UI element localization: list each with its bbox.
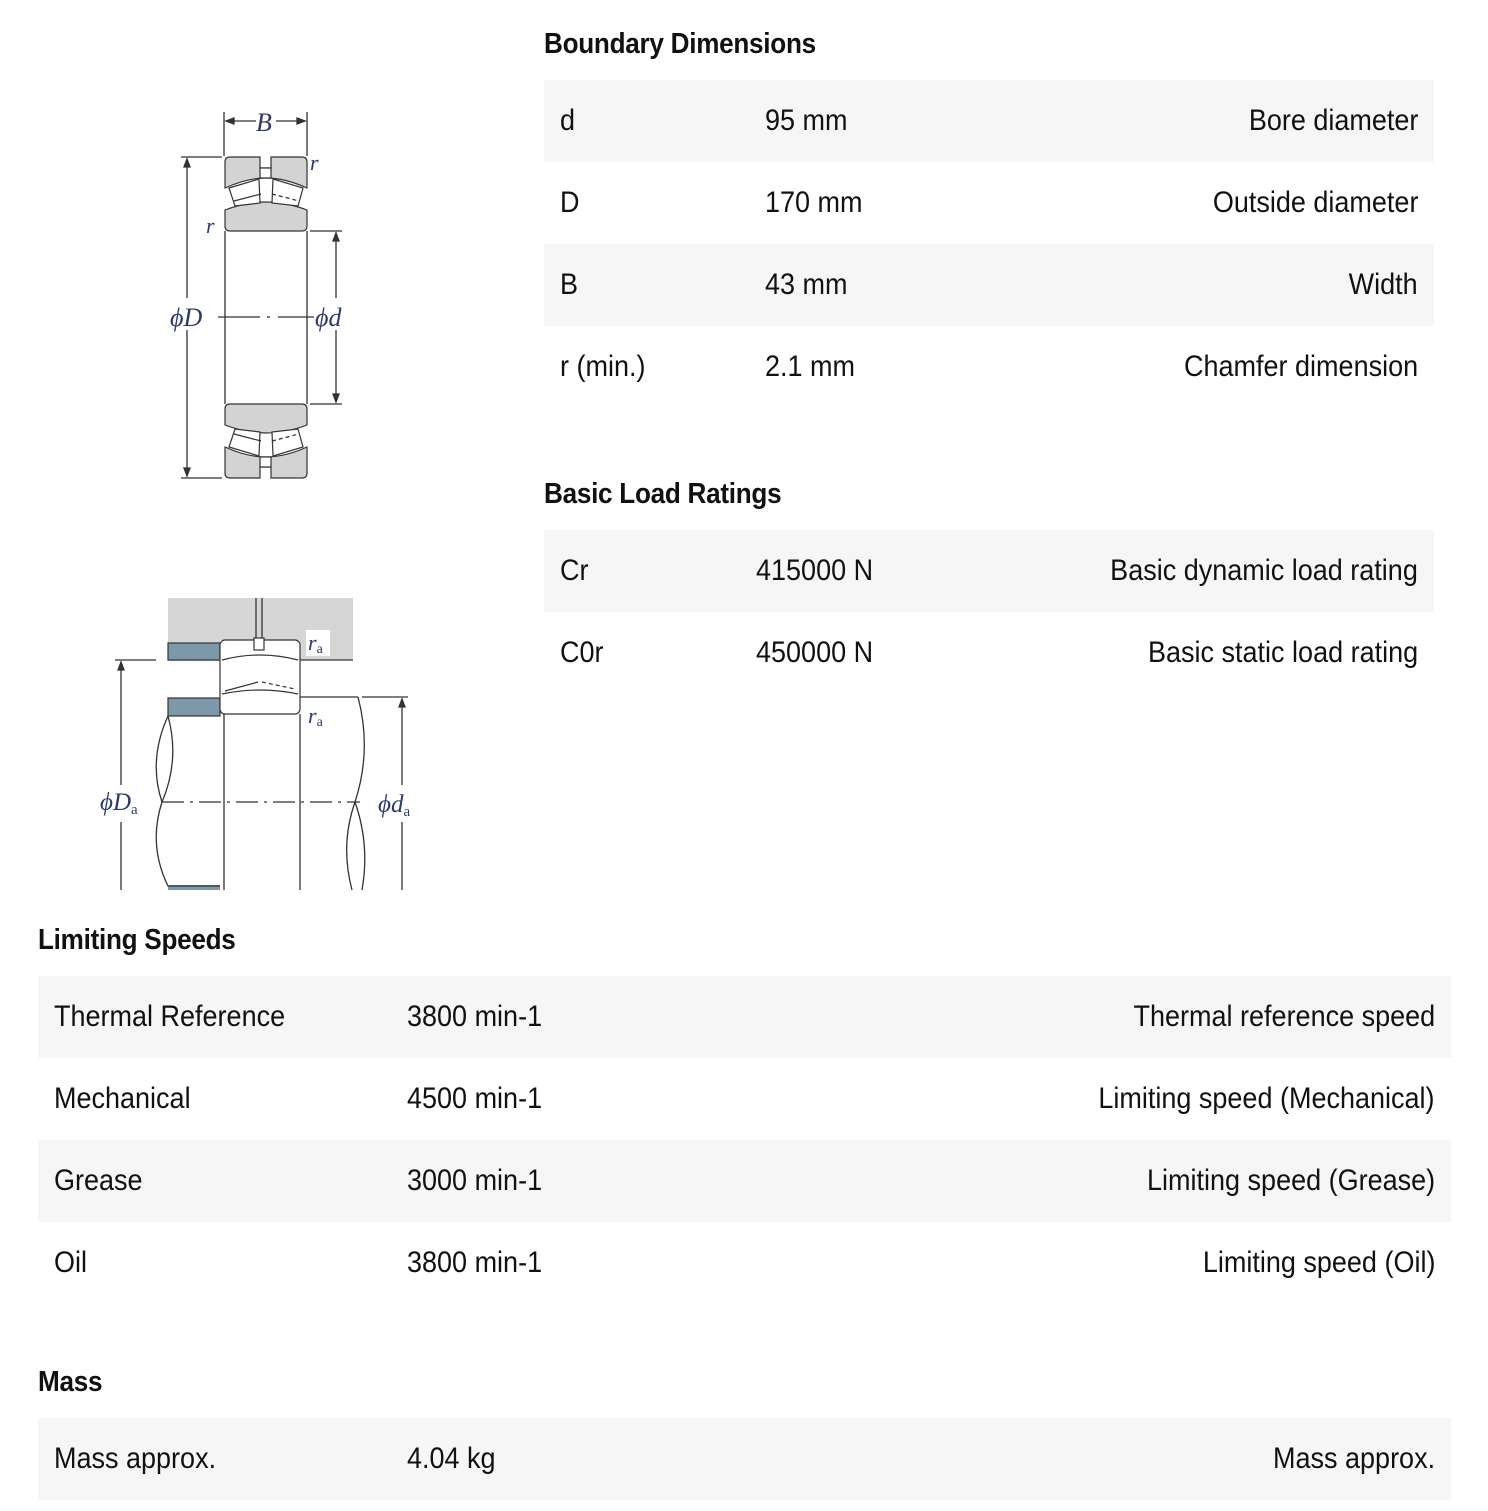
row-symbol: Cr	[560, 554, 589, 587]
table-row	[38, 1140, 1451, 1222]
table-row	[544, 612, 1434, 694]
limiting-speeds-heading: Limiting Speeds	[38, 924, 236, 956]
label-phi-da: ϕda	[378, 791, 411, 820]
table-row	[544, 530, 1434, 612]
row-description: Limiting speed (Oil)	[1202, 1246, 1435, 1279]
label-r-top: r	[310, 150, 319, 175]
row-value: 170 mm	[765, 186, 863, 219]
row-description: Limiting speed (Mechanical)	[1098, 1082, 1435, 1115]
label-ra-top: ra	[308, 630, 323, 657]
label-phi-d: ϕd	[315, 303, 342, 332]
row-description: Chamfer dimension	[1183, 350, 1418, 383]
row-symbol: Grease	[54, 1164, 143, 1197]
label-ra-bottom: ra	[308, 703, 323, 730]
table-row	[544, 326, 1434, 408]
row-symbol: Mechanical	[54, 1082, 191, 1115]
label-r-side: r	[206, 213, 215, 238]
row-description: Outside diameter	[1212, 186, 1418, 219]
boundary-dimensions-table	[544, 80, 1434, 408]
row-value: 3800 min-1	[407, 1246, 543, 1279]
row-description: Limiting speed (Grease)	[1146, 1164, 1435, 1197]
row-description: Width	[1348, 268, 1418, 301]
row-value: 4500 min-1	[407, 1082, 543, 1115]
row-symbol: Mass approx.	[54, 1442, 217, 1475]
label-B: B	[256, 108, 272, 137]
bearing-dimension-diagram	[150, 90, 370, 490]
table-row	[38, 1418, 1451, 1500]
label-phi-Da: ϕDa	[100, 789, 138, 818]
row-value: 2.1 mm	[765, 350, 856, 383]
mass-table	[38, 1418, 1451, 1500]
limiting-speeds-table	[38, 976, 1451, 1304]
row-symbol: D	[560, 186, 580, 219]
row-symbol: Thermal Reference	[54, 1000, 286, 1033]
row-value: 95 mm	[765, 104, 848, 137]
row-description: Mass approx.	[1272, 1442, 1435, 1475]
row-value: 415000 N	[756, 554, 874, 587]
row-symbol: C0r	[560, 636, 604, 669]
boundary-dimensions-heading: Boundary Dimensions	[544, 28, 816, 60]
row-description: Bore diameter	[1248, 104, 1418, 137]
row-description: Basic static load rating	[1147, 636, 1418, 669]
row-value: 3800 min-1	[407, 1000, 543, 1033]
row-value: 43 mm	[765, 268, 848, 301]
row-symbol: B	[560, 268, 579, 301]
table-row	[544, 80, 1434, 162]
row-value: 4.04 kg	[407, 1442, 496, 1475]
row-symbol: d	[560, 104, 576, 137]
row-value: 3000 min-1	[407, 1164, 543, 1197]
row-value: 450000 N	[756, 636, 874, 669]
label-phi-D: ϕD	[170, 303, 203, 332]
row-description: Basic dynamic load rating	[1110, 554, 1418, 587]
row-description: Thermal reference speed	[1133, 1000, 1435, 1033]
table-row	[544, 244, 1434, 326]
table-row	[38, 1058, 1451, 1140]
table-row	[38, 1222, 1451, 1304]
mass-heading: Mass	[38, 1366, 103, 1398]
row-symbol: r (min.)	[560, 350, 646, 383]
row-symbol: Oil	[54, 1246, 88, 1279]
table-row	[544, 162, 1434, 244]
basic-load-ratings-heading: Basic Load Ratings	[544, 478, 782, 510]
mounting-dimension-diagram	[90, 590, 440, 890]
table-row	[38, 976, 1451, 1058]
basic-load-ratings-table	[544, 530, 1434, 694]
